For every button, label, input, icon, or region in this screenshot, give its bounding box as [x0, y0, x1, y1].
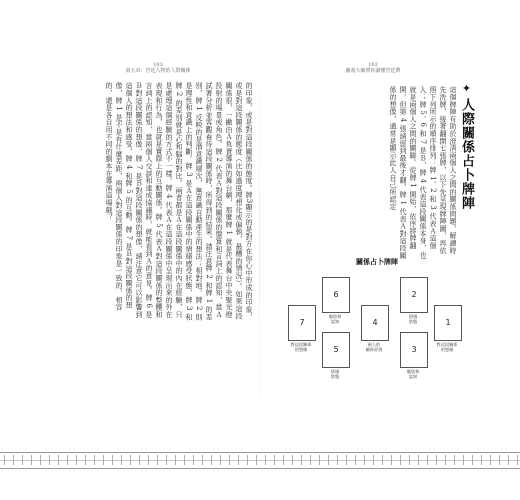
card-6: 6	[322, 277, 350, 313]
right-running-head: 圖畫大師帶你讀懂宮廷牌	[345, 68, 401, 74]
spread-diagram	[282, 257, 472, 397]
card-4: 4	[361, 305, 389, 341]
card-2-label: 情感 狀態	[408, 314, 418, 324]
card-1-label: 對這段關係 的想像	[436, 342, 458, 352]
footer-rule-top	[0, 452, 520, 453]
right-page-header	[270, 62, 476, 74]
section-title	[456, 82, 476, 210]
right-page-number: 102	[368, 62, 378, 68]
left-page-body: 的印象，或是對這段關係的態度。牌3顯示的是對方在你心中形成的印象，或是對這段關係的態度（比如過度理想化或偏執，最糟的情況）。如果這段關係很，一撇由Ａ負責導演的舞台劇，那麼牌 1 就是代表舞台中央聚光燈投射的場景或角色。牌 2 代表Ａ對這段關係的盤算和言詞上的認知，當Ａ試著分析並客觀看待這段關係時，所得到的結果。請注意牌 2 和牌 1 的差別，牌 1 反映的是潛意識層次，無意識自動產生的想法；相對地，牌 2 則是理性和意識上的判斷。牌 3 是Ａ在這段關係中的情緒感受狀態，牌 3 和牌 2 的差別就是心和腦的對比。兩者都是Ａ在這段關係中的內在經驗，只是處理這個經驗的方式不一樣。牌 4 代表Ａ在這段關係中呈現出來的外在表現和行為，也就是實際上的互動關係。牌 5 代表Ａ對這段關係的整體和言詞上的認知，當兩個人交談和達成協議時，就能看到Ａ的意見。牌 6 是Ｂ對這段關係的想像，牌 7 是Ｂ對這段關係的想像，請注意它可以影響到這個人的想法和感受，牌 4 和牌 5 的互動。牌 7 是Ｂ對這段關係的想像，牌 1 是不是有什麼差距，兩個人對這段關係的印象是一致的，相容的，還是各自用不同的劇本在導演這場戲？	[105, 82, 253, 321]
card-6-label: 腦袋和 認知	[328, 314, 342, 324]
card-7-label: 對這段關係 的想像	[290, 342, 312, 352]
card-7: 7	[288, 305, 316, 341]
left-running-head: 第五章：宮廷人物的人際關係	[125, 68, 191, 74]
footer-ornament	[0, 455, 520, 465]
card-4-label: 兩人的 關係原貌	[365, 342, 383, 352]
right-page-body: 這個牌陣有助於澄清兩個人之間的關係問題，解讀時先洗牌，接著翻開七張牌，以下先呈現牌陣圖，再依照下列所示的順序排列：牌 1、2 和 3 代表Ａ這個人；牌 5、6 和 7 是Ｂ，牌 4 代表這段關係本身，也就是兩個人之間的關聯。從牌 1 開始，依序將牌翻開，但第 4 張請留到最後才翻，牌 1 代表Ａ對這段關係的想像，通常是顯示此人自己所認定	[389, 86, 457, 259]
section-title-text: 人際關係占卜牌陣	[459, 98, 474, 210]
card-1: 1	[434, 305, 462, 341]
card-2: 2	[400, 277, 428, 313]
left-page	[62, 62, 254, 442]
sparkle-icon: ✦	[460, 82, 473, 96]
card-3: 3	[400, 332, 428, 368]
left-page-number: 103	[153, 62, 163, 68]
right-page	[270, 62, 476, 442]
diagram-title: 關係占卜牌陣	[356, 258, 398, 266]
footer-rule-bottom	[0, 468, 520, 469]
card-5-label: 情感 狀態	[330, 369, 340, 379]
left-page-header	[62, 62, 254, 74]
book-gutter	[259, 40, 260, 450]
card-5: 5	[322, 332, 350, 368]
card-3-label: 腦袋和 認知	[406, 369, 420, 379]
